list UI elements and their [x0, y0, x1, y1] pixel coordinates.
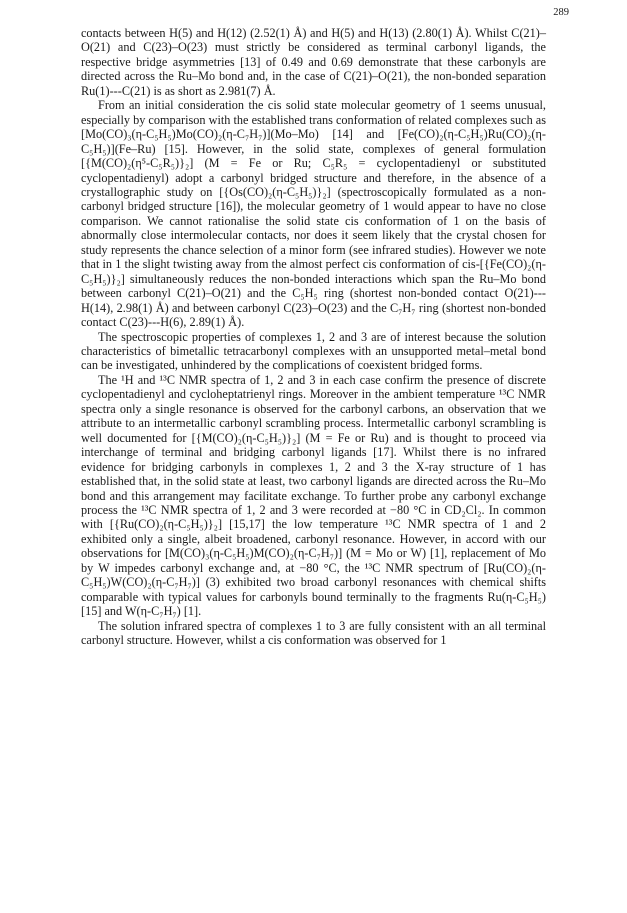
paragraph-1: contacts between H(5) and H(12) (2.52(1) Å) and H(5) and H(13) (2.80(1) Å). Whilst C(21)–O(21) and C(23)–O(23) must strictly be considered as terminal carbonyl ligands, the respective bridge asymmetries [13] of 0.49 and 0.69 demonstrate that these carbonyls are directed across the Ru–Mo bond and, in the case of C(21)–O(21), the non-bonded separation Ru(1)---C(21) is as short as 2.981(7) Å.: [81, 26, 546, 98]
paragraph-3: The spectroscopic properties of complexes 1, 2 and 3 are of interest because the solution characteristics of bimetallic tetracarbonyl complexes with an unsupported metal–metal bond can be investigated, unhindered by the complications of coexistent bridged forms.: [81, 329, 546, 373]
page-number: 289: [553, 7, 569, 18]
paragraph-5: The solution infrared spectra of complexes 1 to 3 are fully consistent with an all terminal carbonyl structure. However, whilst a cis conformation was observed for 1: [81, 618, 546, 648]
article-body: [81, 26, 546, 647]
paragraph-2: From an initial consideration the cis solid state molecular geometry of 1 seems unusual, especially by comparison with the established trans conformation of related complexes such as [Mo(CO)₃(η-C₅H₅)Mo(CO)₂(η-C₇H₇)](Mo–Mo) [14] and [Fe(CO)₂(η-C₅H₅)Ru(CO)₂(η-C₅H₅)](Fe–Ru) [15]. However, in the solid state, complexes of general formulation [{M(CO)₂(η⁵-C₅R₅)}₂] (M = Fe or Ru; C₅R₅ = cyclopentadienyl or substituted cyclopentadienyl) adopt a carbonyl bridged structure and therefore, in the absence of a crystallographic study on [{Os(CO)₂(η-C₅H₅)}₂] (spectroscopically formulated as a non-carbonyl bridged structure [16]), the molecular geometry of 1 would appear to have no close comparison. We cannot rationalise the solid state cis conformation of 1 on the basis of abnormally close intermolecular contacts, nor does it seem likely that the crystal chosen for study represents the chance selection of a minor form (see infrared studies). However we note that in 1 the slight twisting away from the almost perfect cis conformation of cis-[{Fe(CO)₂(η-C₅H₅)}₂] simultaneously reduces the non-bonded interactions which span the Ru–Mo bond between carbonyl C(21)–O(21) and the C₅H₅ ring (shortest non-bonded contact O(21)---H(14), 2.98(1) Å) and between carbonyl C(23)–O(23) and the C₇H₇ ring (shortest non-bonded contact C(23)---H(6), 2.89(1) Å).: [81, 98, 546, 330]
paragraph-4: The ¹H and ¹³C NMR spectra of 1, 2 and 3 in each case confirm the presence of discrete cyclopentadienyl and cycloheptatrienyl rings. Moreover in the ambient temperature ¹³C NMR spectra only a single resonance is observed for the carbonyl carbons, an observation that we attribute to an intermetallic carbonyl scrambling process. Intermetallic carbonyl scrambling is well documented for [{M(CO)₂(η-C₅H₅)}₂] (M = Fe or Ru) and is thought to proceed via interchange of terminal and bridging carbonyl ligands [17]. Whilst there is no infrared evidence for bridging carbonyls in complexes 1, 2 and 3 the X-ray structure of 1 has established that, in the solid state at least, two carbonyl ligands are directed across the Ru–Mo bond and this arrangement may facilitate exchange. To further probe any carbonyl exchange process the ¹³C NMR spectra of 1, 2 and 3 were recorded at −80 °C in CD₂Cl₂. In common with [{Ru(CO)₂(η-C₅H₅)}₂] [15,17] the low temperature ¹³C NMR spectra of 1 and 2 exhibited only a single, albeit broadened, carbonyl resonance. However, in accord with our observations for [M(CO)₃(η-C₅H₅)M(CO)₂(η-C₇H₇)] (M = Mo or W) [1], replacement of Mo by W impedes carbonyl exchange and, at −80 °C, the ¹³C NMR spectrum of [Ru(CO)₂(η-C₅H₅)W(CO)₂(η-C₇H₇)] (3) exhibited two broad carbonyl resonances with chemical shifts comparable with typical values for carbonyls bound terminally to the fragments Ru(η-C₅H₅) [15] and W(η-C₇H₇) [1].: [81, 372, 546, 619]
